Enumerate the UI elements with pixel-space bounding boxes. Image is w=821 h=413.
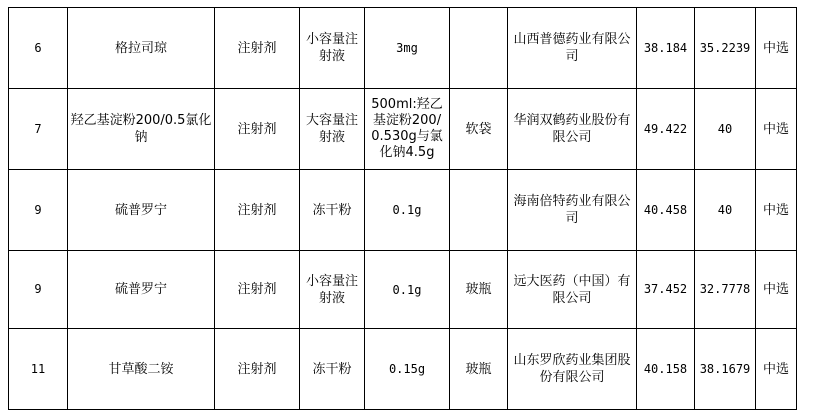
dosage-form-cell: 注射剂	[215, 8, 300, 89]
company-cell: 山西普德药业有限公司	[508, 8, 637, 89]
preparation-type-cell: 大容量注射液	[300, 89, 365, 170]
table-row	[9, 8, 797, 89]
row-number-cell: 6	[9, 8, 68, 89]
result-cell: 中选	[756, 329, 797, 410]
drug-name-cell: 硫普罗宁	[68, 170, 215, 251]
table-row	[9, 251, 797, 329]
packaging-cell: 软袋	[450, 89, 508, 170]
packaging-cell	[450, 170, 508, 251]
company-cell: 山东罗欣药业集团股份有限公司	[508, 329, 637, 410]
specification-cell: 3mg	[365, 8, 450, 89]
dosage-form-cell: 注射剂	[215, 251, 300, 329]
unit-price-cell: 40	[695, 170, 756, 251]
unit-price-cell: 32.7778	[695, 251, 756, 329]
preparation-type-cell: 冻干粉	[300, 170, 365, 251]
price-cell: 49.422	[637, 89, 695, 170]
dosage-form-cell: 注射剂	[215, 329, 300, 410]
table-row	[9, 329, 797, 410]
result-cell: 中选	[756, 89, 797, 170]
packaging-cell: 玻瓶	[450, 251, 508, 329]
preparation-type-cell: 小容量注射液	[300, 251, 365, 329]
packaging-cell: 玻瓶	[450, 329, 508, 410]
price-cell: 38.184	[637, 8, 695, 89]
preparation-type-cell: 小容量注射液	[300, 8, 365, 89]
result-cell: 中选	[756, 8, 797, 89]
table-row	[9, 170, 797, 251]
bid-results-table-container	[8, 7, 797, 410]
drug-name-cell: 硫普罗宁	[68, 251, 215, 329]
unit-price-cell: 40	[695, 89, 756, 170]
company-cell: 海南倍特药业有限公司	[508, 170, 637, 251]
drug-name-cell: 甘草酸二铵	[68, 329, 215, 410]
price-cell: 37.452	[637, 251, 695, 329]
specification-cell: 500ml:羟乙基淀粉200/0.530g与氯化钠4.5g	[365, 89, 450, 170]
bid-results-table	[8, 7, 797, 410]
unit-price-cell: 35.2239	[695, 8, 756, 89]
row-number-cell: 9	[9, 251, 68, 329]
specification-cell: 0.1g	[365, 251, 450, 329]
company-cell: 远大医药（中国）有限公司	[508, 251, 637, 329]
specification-cell: 0.1g	[365, 170, 450, 251]
row-number-cell: 9	[9, 170, 68, 251]
row-number-cell: 7	[9, 89, 68, 170]
row-number-cell: 11	[9, 329, 68, 410]
unit-price-cell: 38.1679	[695, 329, 756, 410]
preparation-type-cell: 冻干粉	[300, 329, 365, 410]
table-row	[9, 89, 797, 170]
result-cell: 中选	[756, 170, 797, 251]
price-cell: 40.158	[637, 329, 695, 410]
drug-name-cell: 格拉司琼	[68, 8, 215, 89]
company-cell: 华润双鹤药业股份有限公司	[508, 89, 637, 170]
price-cell: 40.458	[637, 170, 695, 251]
result-cell: 中选	[756, 251, 797, 329]
packaging-cell	[450, 8, 508, 89]
drug-name-cell: 羟乙基淀粉200/0.5氯化钠	[68, 89, 215, 170]
specification-cell: 0.15g	[365, 329, 450, 410]
dosage-form-cell: 注射剂	[215, 89, 300, 170]
dosage-form-cell: 注射剂	[215, 170, 300, 251]
